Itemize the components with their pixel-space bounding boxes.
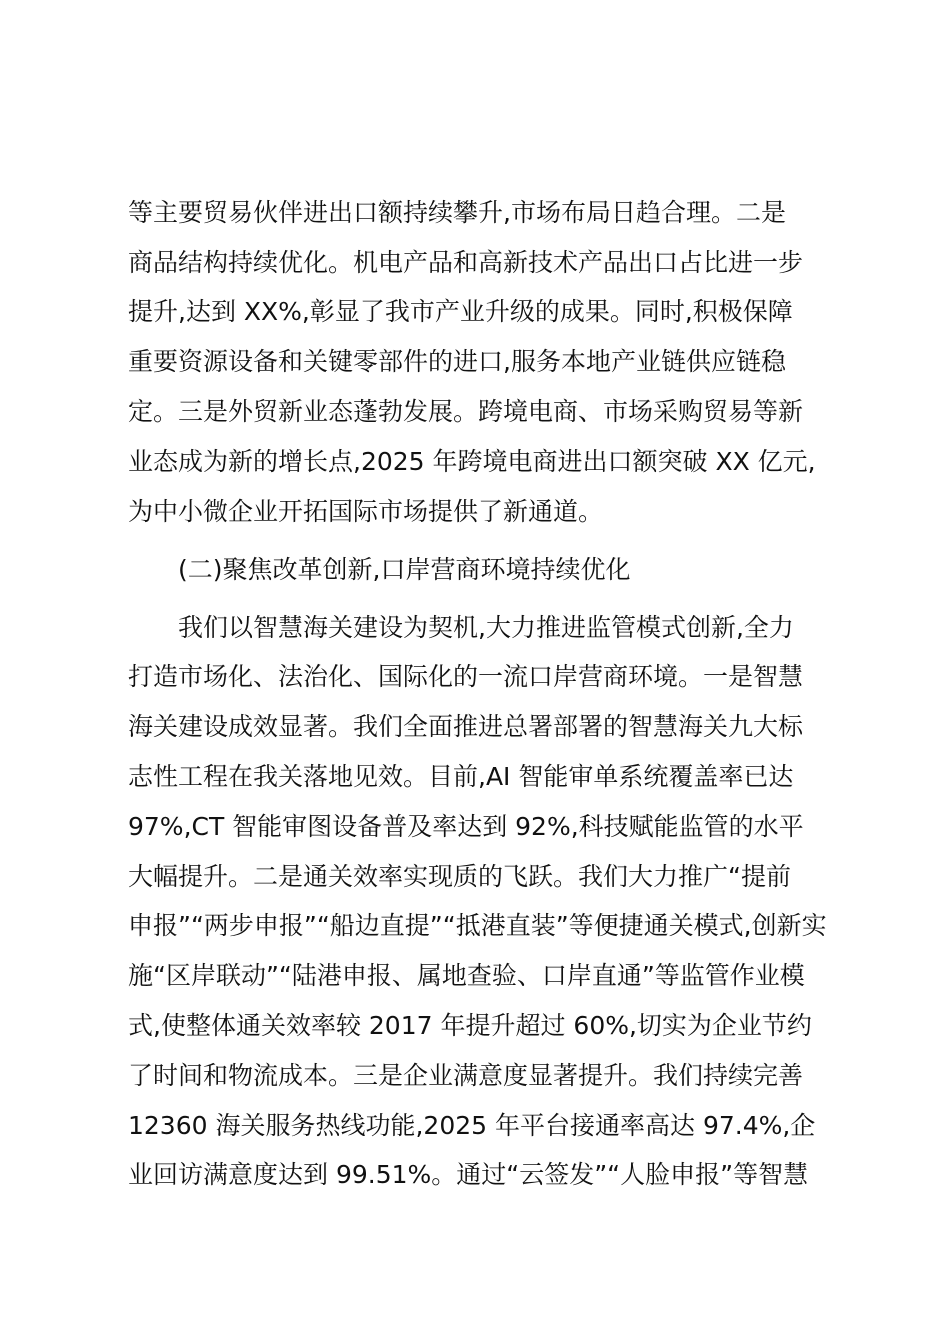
body-text-line: 业态成为新的增长点,2025 年跨境电商进出口额突破 XX 亿元, [128,447,816,476]
body-text-line: 式,使整体通关效率较 2017 年提升超过 60%,切实为企业节约 [128,1011,812,1040]
body-text-line: 大幅提升。二是通关效率实现质的飞跃。我们大力推广“提前 [128,862,791,891]
body-text-line: 申报”“两步申报”“船边直提”“抵港直装”等便捷通关模式,创新实 [128,911,827,940]
body-text-line: 重要资源设备和关键零部件的进口,服务本地产业链供应链稳 [128,347,786,376]
body-text-line: 定。三是外贸新业态蓬勃发展。跨境电商、市场采购贸易等新 [128,397,804,426]
body-text-line: 海关建设成效显著。我们全面推进总署部署的智慧海关九大标 [128,712,804,741]
body-text-line: 施“区岸联动”“陆港申报、属地查验、口岸直通”等监管作业模 [128,961,805,990]
body-text-line: 等主要贸易伙伴进出口额持续攀升,市场布局日趋合理。二是 [128,198,786,227]
body-text-line: 志性工程在我关落地见效。目前,AI 智能审单系统覆盖率已达 [128,762,794,791]
body-text-line: 97%,CT 智能审图设备普及率达到 92%,科技赋能监管的水平 [128,812,804,841]
body-text-line: 提升,达到 XX%,彰显了我市产业升级的成果。同时,积极保障 [128,297,793,326]
section-heading: (二)聚焦改革创新,口岸营商环境持续优化 [178,555,631,584]
body-text-line: 打造市场化、法治化、国际化的一流口岸营商环境。一是智慧 [128,662,804,691]
body-text-line: 了时间和物流成本。三是企业满意度显著提升。我们持续完善 [128,1061,804,1090]
body-text-line: 12360 海关服务热线功能,2025 年平台接通率高达 97.4%,企 [128,1111,816,1140]
body-text-line: 为中小微企业开拓国际市场提供了新通道。 [128,497,604,526]
body-text-line: 业回访满意度达到 99.51%。通过“云签发”“人脸申报”等智慧 [128,1160,809,1189]
body-text-line: 商品结构持续优化。机电产品和高新技术产品出口占比进一步 [128,248,804,277]
body-text-line: 我们以智慧海关建设为契机,大力推进监管模式创新,全力 [178,613,794,642]
